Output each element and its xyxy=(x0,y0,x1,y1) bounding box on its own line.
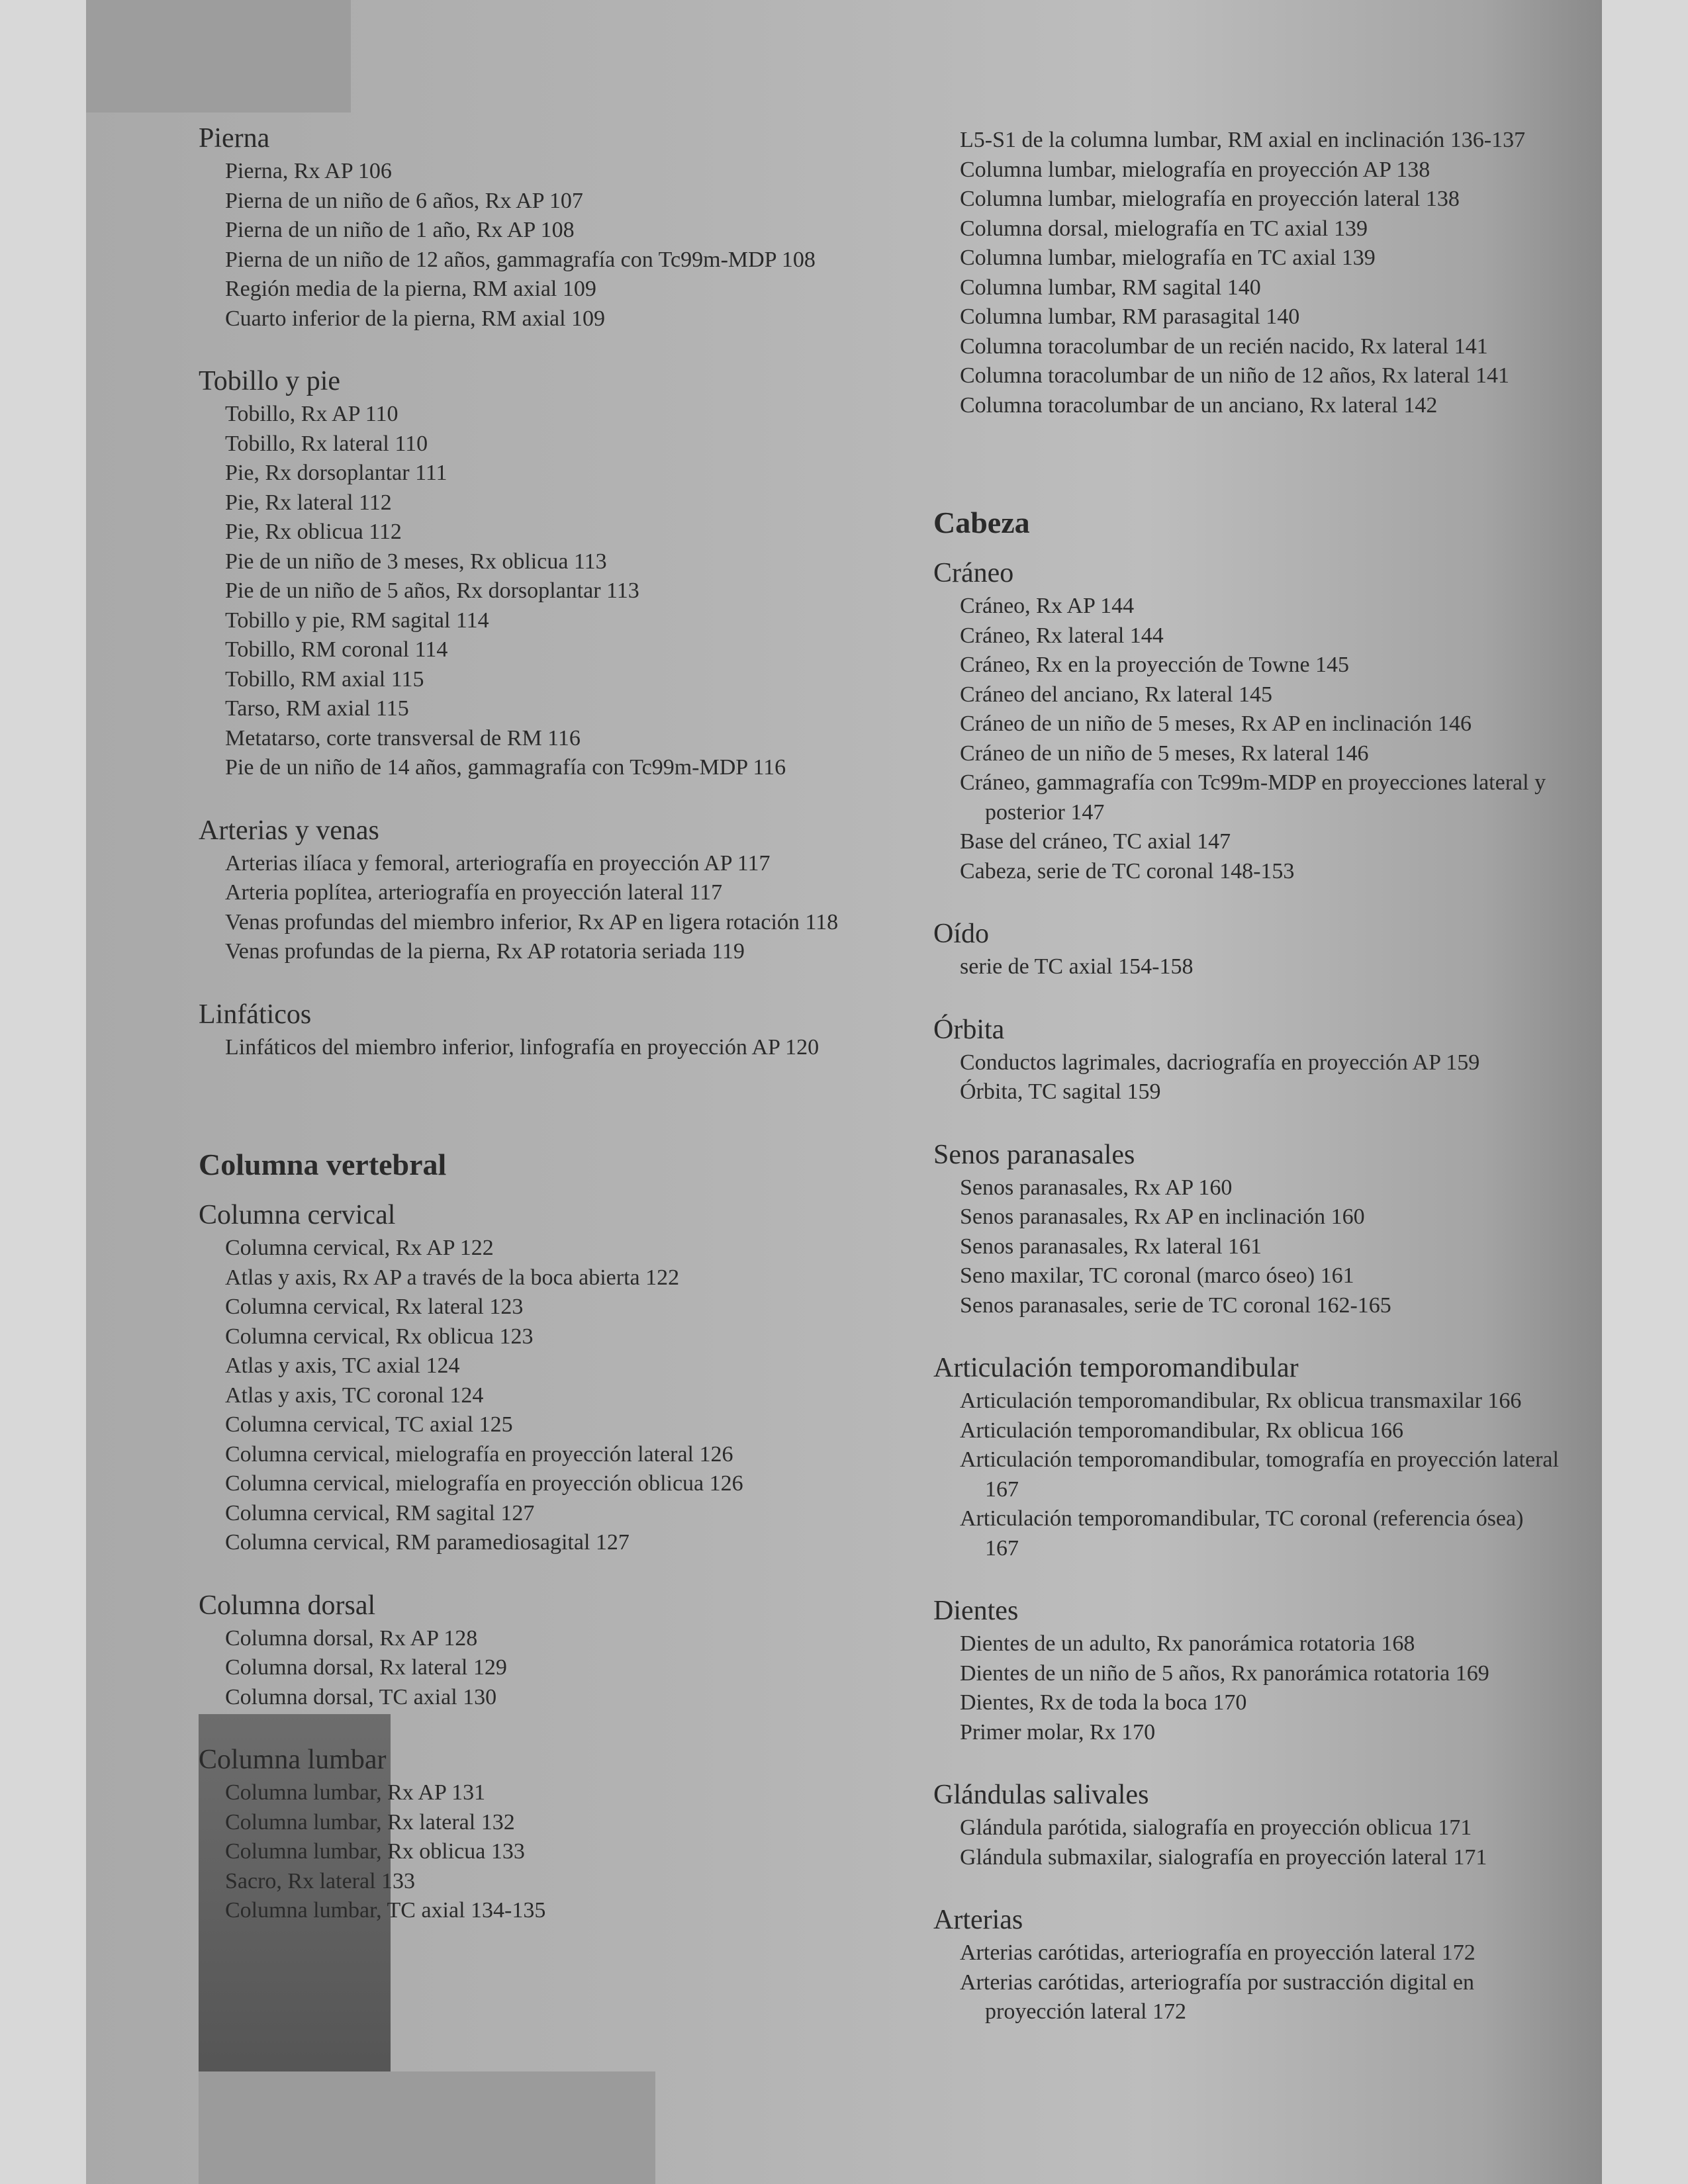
toc-entry: Columna lumbar, Rx oblicua 133 xyxy=(225,1839,525,1864)
toc-entry: Columna cervical, Rx AP 122 xyxy=(225,1236,494,1260)
toc-entry: Conductos lagrimales, dacriografía en proyección AP 159 xyxy=(960,1050,1480,1075)
toc-entry: Órbita, TC sagital 159 xyxy=(960,1079,1161,1104)
toc-entry: Tobillo, RM coronal 114 xyxy=(225,637,448,662)
toc-section-linfaticos xyxy=(199,999,914,1063)
toc-section-arterias-y-venas xyxy=(199,815,914,967)
section-title: Columna dorsal xyxy=(199,1590,376,1621)
toc-section-columna-cervical xyxy=(199,1199,914,1558)
toc-entry: Glándula parótida, sialografía en proyección oblicua 171 xyxy=(960,1815,1472,1840)
toc-section-oido xyxy=(933,918,1562,982)
section-title: Senos paranasales xyxy=(933,1139,1135,1170)
toc-entry: Sacro, Rx lateral 133 xyxy=(225,1868,416,1893)
toc-entry: Pierna, Rx AP 106 xyxy=(225,159,392,183)
toc-entry: Columna lumbar, Rx AP 131 xyxy=(225,1780,486,1805)
toc-entry: Cráneo de un niño de 5 meses, Rx AP en inclinación 146 xyxy=(960,711,1472,736)
section-title: Glándulas salivales xyxy=(933,1780,1149,1810)
toc-entry: Columna cervical, mielografía en proyección lateral 126 xyxy=(225,1441,733,1467)
section-title: Pierna xyxy=(199,123,270,154)
toc-entry: Venas profundas de la pierna, Rx AP rotatoria seriada 119 xyxy=(225,939,745,964)
toc-section-tobillo-y-pie xyxy=(199,365,914,783)
toc-entry: Columna lumbar, Rx lateral 132 xyxy=(225,1809,515,1835)
toc-entry: Articulación temporomandibular, TC coronal (referencia ósea) 167 xyxy=(960,1506,1524,1561)
toc-entry: Pie de un niño de 5 años, Rx dorsoplantar 113 xyxy=(225,578,639,603)
spacer xyxy=(933,452,1562,505)
chapter-heading-columna-vertebral: Columna vertebral xyxy=(199,1148,447,1181)
toc-section-articulacion-temporomandibular xyxy=(933,1352,1562,1563)
section-title: Cráneo xyxy=(933,558,1014,588)
toc-entry: Articulación temporomandibular, Rx oblicua 166 xyxy=(960,1418,1403,1443)
section-title: Tobillo y pie xyxy=(199,366,341,396)
toc-entry: Cráneo, Rx AP 144 xyxy=(960,594,1135,618)
toc-entry: Columna cervical, Rx lateral 123 xyxy=(225,1295,524,1319)
toc-entry: Columna dorsal, mielografía en TC axial 139 xyxy=(960,216,1368,241)
toc-entry: Columna cervical, Rx oblicua 123 xyxy=(225,1324,534,1349)
toc-entry: Linfáticos del miembro inferior, linfografía en proyección AP 120 xyxy=(225,1034,820,1060)
toc-entry: Senos paranasales, Rx lateral 161 xyxy=(960,1234,1262,1259)
toc-entry: Columna toracolumbar de un niño de 12 años, Rx lateral 141 xyxy=(960,363,1509,388)
toc-entry: Atlas y axis, TC coronal 124 xyxy=(225,1383,484,1408)
toc-entry: serie de TC axial 154-158 xyxy=(960,954,1194,979)
toc-entry: Columna cervical, RM paramediosagital 127 xyxy=(225,1530,630,1555)
page-shadow-bottom xyxy=(199,2071,655,2184)
toc-entry: Pie, Rx dorsoplantar 111 xyxy=(225,461,447,485)
toc-entry: Pie, Rx oblicua 112 xyxy=(225,520,402,544)
toc-entry: Pierna de un niño de 1 año, Rx AP 108 xyxy=(225,218,575,242)
toc-entry: Pierna de un niño de 6 años, Rx AP 107 xyxy=(225,188,583,213)
toc-entry: Arterias carótidas, arteriografía por sustracción digital en proyección lateral 172 xyxy=(960,1970,1474,2024)
toc-section-continued xyxy=(933,126,1562,420)
toc-entry: Cráneo, Rx en la proyección de Towne 145 xyxy=(960,653,1350,677)
toc-entry: Pierna de un niño de 12 años, gammagrafía con Tc99m-MDP 108 xyxy=(225,247,816,272)
toc-section-pierna xyxy=(199,122,914,334)
toc-section-columna-dorsal xyxy=(199,1590,914,1713)
toc-entry: Articulación temporomandibular, tomografía en proyección lateral 167 xyxy=(960,1447,1559,1502)
toc-entry: Columna lumbar, RM parasagital 140 xyxy=(960,304,1300,329)
toc-entry: Senos paranasales, Rx AP en inclinación 160 xyxy=(960,1205,1365,1229)
toc-entry: Venas profundas del miembro inferior, Rx AP en ligera rotación 118 xyxy=(225,909,839,934)
toc-entry: Pie de un niño de 14 años, gammagrafía con Tc99m-MDP 116 xyxy=(225,755,786,780)
toc-section-orbita xyxy=(933,1014,1562,1107)
section-title: Órbita xyxy=(933,1014,1005,1045)
toc-entry: Columna lumbar, mielografía en proyección lateral 138 xyxy=(960,187,1460,211)
toc-entry: Columna dorsal, Rx AP 128 xyxy=(225,1625,478,1651)
toc-entry: Arterias carótidas, arteriografía en proyección lateral 172 xyxy=(960,1940,1476,1965)
toc-entry: L5-S1 de la columna lumbar, RM axial en inclinación 136-137 xyxy=(960,128,1526,152)
toc-entry: Cabeza, serie de TC coronal 148-153 xyxy=(960,858,1295,884)
toc-entry: Cráneo, gammagrafía con Tc99m-MDP en proyecciones lateral y posterior 147 xyxy=(960,770,1546,825)
spacer xyxy=(199,1094,914,1147)
toc-section-craneo xyxy=(933,557,1562,886)
toc-entry: Cuarto inferior de la pierna, RM axial 109 xyxy=(225,306,606,331)
toc-entry: Columna cervical, TC axial 125 xyxy=(225,1412,513,1437)
chapter-heading-cabeza: Cabeza xyxy=(933,506,1030,539)
toc-entry: Senos paranasales, serie de TC coronal 162-165 xyxy=(960,1293,1391,1318)
toc-section-dientes xyxy=(933,1595,1562,1747)
toc-entry: Base del cráneo, TC axial 147 xyxy=(960,829,1231,854)
left-column xyxy=(199,122,914,1958)
toc-entry: Seno maxilar, TC coronal (marco óseo) 161 xyxy=(960,1263,1354,1288)
toc-entry: Columna dorsal, Rx lateral 129 xyxy=(225,1655,507,1680)
toc-entry: Tobillo, Rx AP 110 xyxy=(225,402,399,426)
toc-entry: Dientes de un adulto, Rx panorámica rotatoria 168 xyxy=(960,1631,1415,1656)
toc-entry: Dientes, Rx de toda la boca 170 xyxy=(960,1690,1247,1715)
toc-entry: Glándula submaxilar, sialografía en proyección lateral 171 xyxy=(960,1844,1487,1870)
toc-entry: Columna lumbar, RM sagital 140 xyxy=(960,275,1261,300)
toc-entry: Atlas y axis, TC axial 124 xyxy=(225,1353,460,1378)
toc-entry: Cráneo de un niño de 5 meses, Rx lateral 146 xyxy=(960,741,1369,766)
toc-entry: Dientes de un niño de 5 años, Rx panorámica rotatoria 169 xyxy=(960,1661,1489,1686)
toc-entry: Pie, Rx lateral 112 xyxy=(225,490,392,515)
toc-entry: Columna toracolumbar de un anciano, Rx lateral 142 xyxy=(960,392,1438,418)
toc-section-columna-lumbar xyxy=(199,1744,914,1926)
toc-section-glandulas-salivales xyxy=(933,1779,1562,1872)
toc-entry: Región media de la pierna, RM axial 109 xyxy=(225,277,596,301)
toc-entry: Tobillo y pie, RM sagital 114 xyxy=(225,608,489,633)
toc-entry: Tobillo, RM axial 115 xyxy=(225,666,424,692)
toc-entry: Pie de un niño de 3 meses, Rx oblicua 113 xyxy=(225,549,607,574)
toc-entry: Atlas y axis, Rx AP a través de la boca abierta 122 xyxy=(225,1265,680,1290)
toc-entry: Primer molar, Rx 170 xyxy=(960,1719,1156,1745)
toc-section-senos-paranasales xyxy=(933,1139,1562,1321)
section-title: Arterias y venas xyxy=(199,815,379,846)
toc-entry: Metatarso, corte transversal de RM 116 xyxy=(225,725,581,751)
toc-entry: Columna lumbar, mielografía en TC axial 139 xyxy=(960,246,1376,270)
section-title: Linfáticos xyxy=(199,999,312,1030)
toc-entry: Columna toracolumbar de un recién nacido, Rx lateral 141 xyxy=(960,334,1488,359)
toc-entry: Columna lumbar, mielografía en proyección AP 138 xyxy=(960,157,1430,182)
toc-entry: Senos paranasales, Rx AP 160 xyxy=(960,1175,1233,1200)
toc-entry: Columna cervical, RM sagital 127 xyxy=(225,1500,535,1525)
toc-entry: Tobillo, Rx lateral 110 xyxy=(225,431,428,456)
section-title: Dientes xyxy=(933,1596,1019,1626)
toc-entry: Columna dorsal, TC axial 130 xyxy=(225,1684,497,1709)
section-title: Oído xyxy=(933,919,989,949)
toc-entry: Columna cervical, mielografía en proyección oblicua 126 xyxy=(225,1471,743,1496)
page-corner-shadow xyxy=(86,0,351,113)
toc-entry: Arterias ilíaca y femoral, arteriografía en proyección AP 117 xyxy=(225,850,771,876)
toc-section-arterias xyxy=(933,1904,1562,2027)
section-title: Columna lumbar xyxy=(199,1745,387,1775)
section-title: Arterias xyxy=(933,1905,1023,1935)
toc-entry: Articulación temporomandibular, Rx oblicua transmaxilar 166 xyxy=(960,1388,1522,1413)
right-column xyxy=(933,126,1562,2059)
toc-entry: Columna lumbar, TC axial 134-135 xyxy=(225,1898,546,1923)
section-title: Columna cervical xyxy=(199,1200,396,1230)
toc-entry: Cráneo del anciano, Rx lateral 145 xyxy=(960,682,1273,707)
toc-entry: Tarso, RM axial 115 xyxy=(225,696,409,721)
toc-entry: Arteria poplítea, arteriografía en proyección lateral 117 xyxy=(225,880,723,905)
toc-entry: Cráneo, Rx lateral 144 xyxy=(960,623,1164,648)
section-title: Articulación temporomandibular xyxy=(933,1353,1299,1383)
